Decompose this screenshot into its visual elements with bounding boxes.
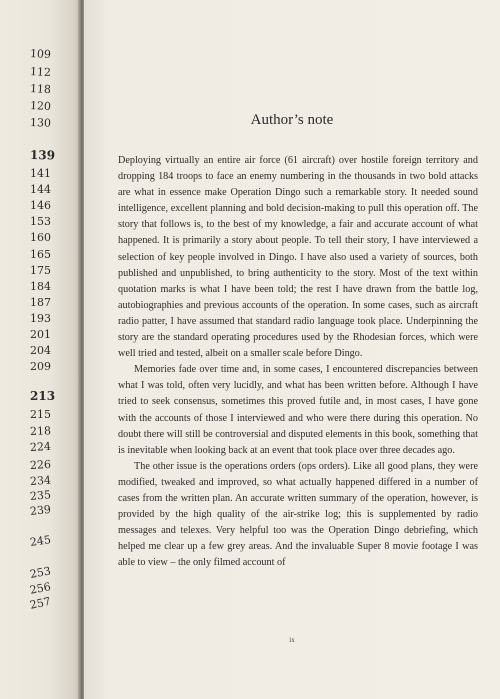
toc-page-number: 218	[29, 424, 52, 438]
toc-page-number: 146	[30, 199, 51, 212]
paragraph: Memories fade over time and, in some cases, I encountered discrepancies between what I was told, often very lucidly, and what has been written before. Although I have tried to seek consensus, sometimes this proved futile and, in most cases, I have gone with the accounts of those I interviewed and who were there during this operation. No doubt there will still be controversial and disputed elements in this book, something that is inevitable when looking back at an event that took place over three decades ago.	[118, 364, 478, 456]
toc-page-number: 187	[30, 296, 51, 309]
toc-page-number: 130	[29, 116, 52, 130]
toc-page-number: 201	[30, 328, 51, 341]
toc-page-number: 160	[30, 231, 51, 244]
toc-page-number: 165	[30, 248, 51, 261]
body-text	[118, 153, 478, 571]
toc-page-number: 109	[29, 47, 52, 62]
toc-page-number: 118	[29, 82, 52, 97]
toc-page-number: 245	[29, 533, 52, 549]
toc-page-number: 253	[28, 564, 52, 581]
left-page	[0, 0, 82, 699]
page-title: Author’s note	[250, 112, 334, 128]
toc-page-number: 257	[28, 594, 52, 612]
toc-page-number: 256	[28, 580, 52, 597]
page-folio: ix	[289, 636, 295, 644]
toc-page-number: 224	[29, 439, 52, 454]
toc-page-number: 144	[30, 183, 51, 196]
toc-page-number: 226	[29, 457, 52, 472]
toc-page-number: 112	[29, 65, 52, 80]
toc-page-number: 235	[29, 488, 52, 503]
right-page	[84, 0, 500, 699]
toc-page-number: 184	[30, 280, 51, 293]
toc-page-number: 239	[29, 502, 52, 518]
toc-page-number: 139	[29, 148, 56, 163]
toc-page-number: 204	[30, 344, 51, 357]
paragraph: The other issue is the operations orders (ops orders). Like all good plans, they were modified, tweaked and improved, so what actually happened differed in a number of cases from the written plan. An accurate written summary of the operation, however, is provided by the high quality of the air-strike log; this is supplemented by radio messages and telexes. Very helpful too was the Operation Dingo debriefing, which helped me clear up a few grey areas. And the invaluable Super 8 movie footage I was able to view – the only filmed account of	[118, 460, 478, 569]
toc-page-number: 213	[30, 389, 56, 403]
paragraph: Deploying virtually an entire air force (61 aircraft) over hostile foreign territory and dropping 184 troops to face an enemy numbering in the thousands in two bold attacks are what in essence make Operation Dingo such a remarkable story. It needed sound intelligence, excellent planning and bold decision-making to pull this operation off. The story that follows is, to the best of my knowledge, a fair and accurate account of what happened. It is primarily a story about people. To tell their story, I have interviewed a selection of key people involved in Dingo. I have also used a variety of sources, both published and unpublished, to bring authenticity to the story. Most of the text within quotation marks is what I have been told; the rest I have drawn from the battle log, autobiographies and previous accounts of the operation. In some cases, such as aircraft radio patter, I have assumed that standard radio language took place. Underpinning the story are the standard operating procedures used by the Rhodesian forces, which were well tried and tested, albeit on a smaller scale before Dingo.	[118, 155, 478, 360]
toc-page-number: 193	[30, 312, 51, 325]
toc-page-numbers	[30, 0, 80, 699]
toc-page-number: 141	[30, 167, 51, 180]
toc-page-number: 120	[29, 99, 52, 114]
toc-page-number: 209	[30, 360, 51, 373]
toc-page-number: 215	[30, 408, 51, 421]
toc-page-number: 175	[30, 264, 51, 277]
toc-page-number: 234	[29, 473, 52, 488]
toc-page-number: 153	[30, 215, 51, 228]
